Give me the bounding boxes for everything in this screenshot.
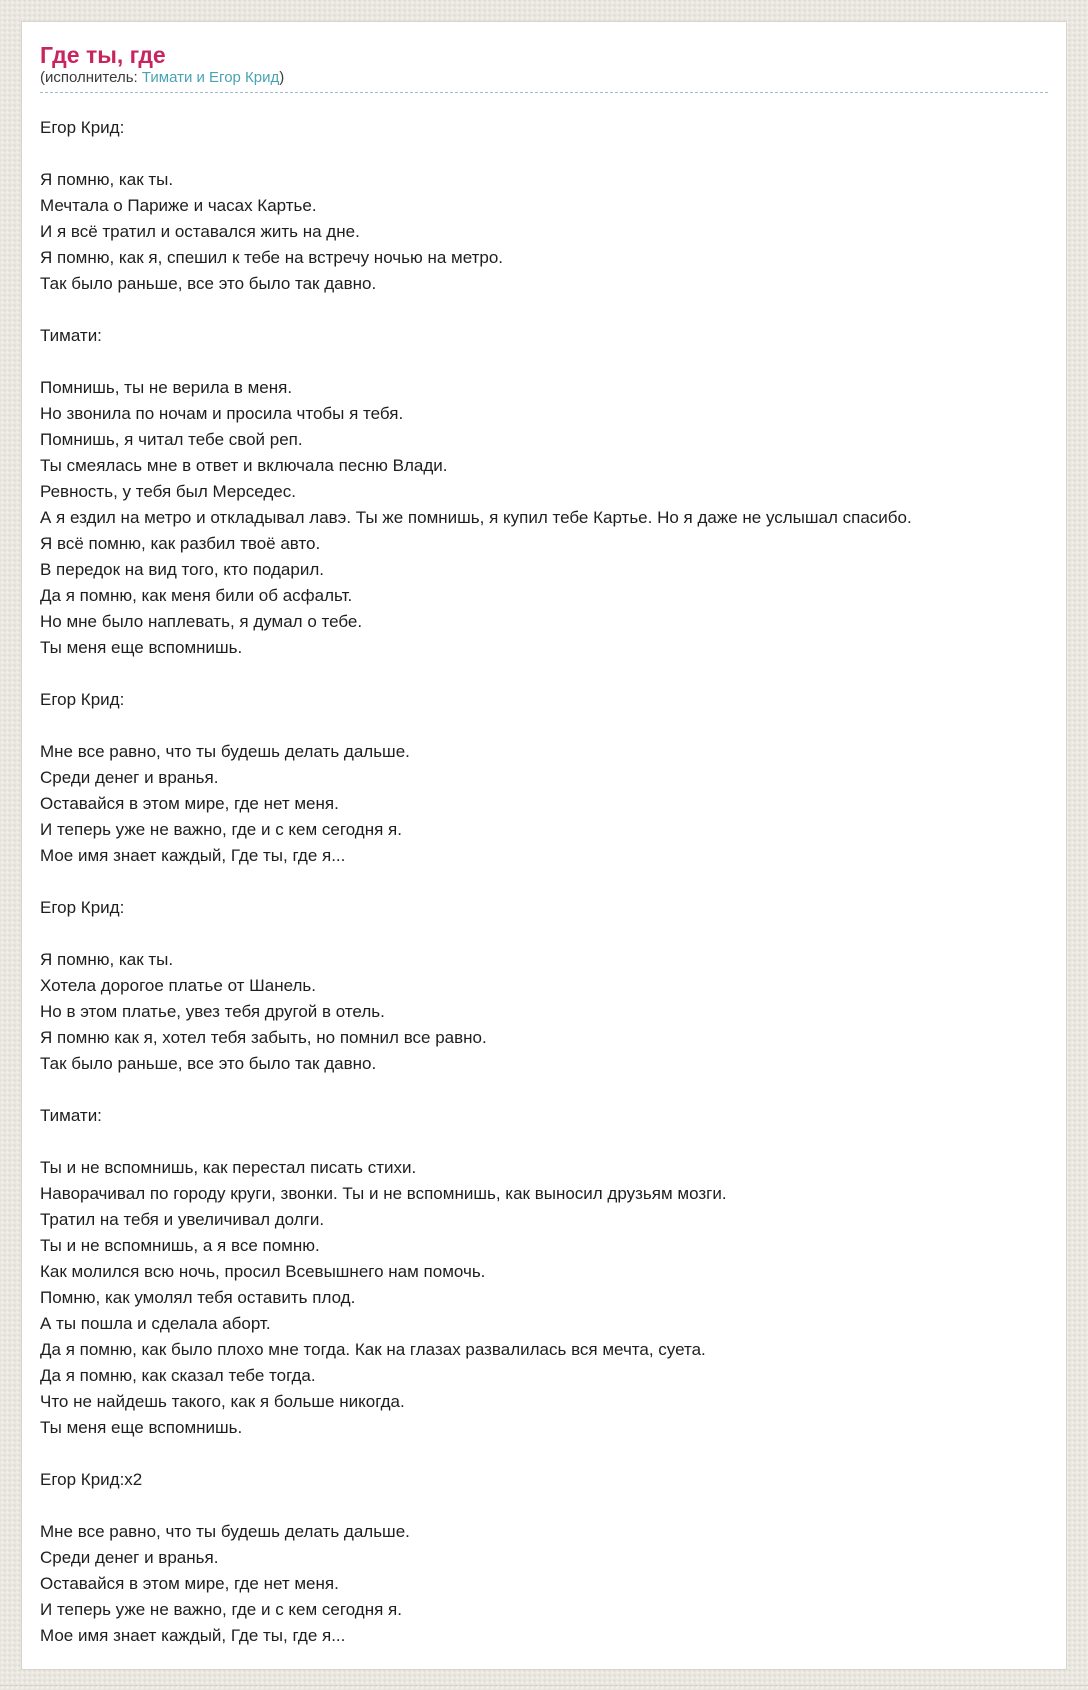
section-header: Егор Крид:x2 — [40, 1470, 143, 1489]
lyric-line: Мне все равно, что ты будешь делать дальше. — [40, 742, 410, 761]
lyric-line: Хотела дорогое платье от Шанель. — [40, 976, 316, 995]
lyric-line: Я помню, как ты. — [40, 950, 174, 969]
lyric-line: Так было раньше, все это было так давно. — [40, 274, 377, 293]
lyric-line: А ты пошла и сделала аборт. — [40, 1314, 271, 1333]
lyric-line: Я всё помню, как разбил твоё авто. — [40, 534, 321, 553]
lyric-line: Мое имя знает каждый, Где ты, где я... — [40, 846, 346, 865]
section-header: Егор Крид: — [40, 118, 125, 137]
lyric-line: Но мне было наплевать, я думал о тебе. — [40, 612, 363, 631]
lyric-line: И я всё тратил и оставался жить на дне. — [40, 222, 360, 241]
lyric-line: В передок на вид того, кто подарил. — [40, 560, 324, 579]
lyric-line: Да я помню, как было плохо мне тогда. Как на глазах развалилась вся мечта, суета. — [40, 1340, 706, 1359]
performer-link[interactable]: Тимати и Егор Крид — [141, 69, 280, 86]
lyric-line: Среди денег и вранья. — [40, 768, 219, 787]
page-bottom-divider — [0, 1685, 1088, 1686]
lyric-line: Так было раньше, все это было так давно. — [40, 1054, 377, 1073]
lyric-line: Мое имя знает каждый, Где ты, где я... — [40, 1626, 346, 1645]
lyric-line: Оставайся в этом мире, где нет меня. — [40, 1574, 339, 1593]
lyric-line: Я помню, как я, спешил к тебе на встречу ночью на метро. — [40, 248, 504, 267]
lyrics-text — [40, 115, 1048, 1649]
lyric-line: Оставайся в этом мире, где нет меня. — [40, 794, 339, 813]
lyrics-section — [40, 1467, 1048, 1649]
lyrics-card — [21, 21, 1067, 1670]
section-header: Егор Крид: — [40, 898, 125, 917]
lyrics-section — [40, 323, 1048, 661]
lyric-line: Мне все равно, что ты будешь делать дальше. — [40, 1522, 410, 1541]
song-header — [40, 42, 1048, 93]
lyric-line: Помню, как умолял тебя оставить плод. — [40, 1288, 356, 1307]
lyric-line: Ты и не вспомнишь, а я все помню. — [40, 1236, 320, 1255]
lyric-line: Что не найдешь такого, как я больше никогда. — [40, 1392, 405, 1411]
lyric-line: Наворачивал по городу круги, звонки. Ты и не вспомнишь, как выносил друзьям мозги. — [40, 1184, 727, 1203]
lyric-line: Да я помню, как сказал тебе тогда. — [40, 1366, 316, 1385]
lyric-line: Я помню, как ты. — [40, 170, 174, 189]
performer-suffix: ) — [279, 69, 285, 86]
section-header: Егор Крид: — [40, 690, 125, 709]
lyric-line: Мечтала о Париже и часах Картье. — [40, 196, 317, 215]
lyrics-section — [40, 1103, 1048, 1441]
lyric-line: Я помню как я, хотел тебя забыть, но помнил все равно. — [40, 1028, 487, 1047]
page-title: Где ты, где — [40, 42, 166, 68]
lyric-line: А я ездил на метро и откладывал лавэ. Ты же помнишь, я купил тебе Картье. Но я даже не услышал спасибо. — [40, 508, 912, 527]
lyric-line: Тратил на тебя и увеличивал долги. — [40, 1210, 325, 1229]
lyric-line: Ты меня еще вспомнишь. — [40, 638, 243, 657]
lyrics-section — [40, 895, 1048, 1077]
lyric-line: Среди денег и вранья. — [40, 1548, 219, 1567]
performer-line — [40, 68, 1048, 87]
section-header: Тимати: — [40, 1106, 102, 1125]
lyric-line: Помнишь, ты не верила в меня. — [40, 378, 293, 397]
lyric-line: Ты меня еще вспомнишь. — [40, 1418, 243, 1437]
lyric-line: Как молился всю ночь, просил Всевышнего нам помочь. — [40, 1262, 486, 1281]
section-header: Тимати: — [40, 326, 102, 345]
lyric-line: Но в этом платье, увез тебя другой в отель. — [40, 1002, 385, 1021]
lyrics-section — [40, 115, 1048, 297]
performer-prefix: (исполнитель: — [40, 69, 142, 86]
lyric-line: И теперь уже не важно, где и с кем сегодня я. — [40, 1600, 402, 1619]
lyric-line: Помнишь, я читал тебе свой реп. — [40, 430, 303, 449]
lyric-line: И теперь уже не важно, где и с кем сегодня я. — [40, 820, 402, 839]
lyric-line: Да я помню, как меня били об асфальт. — [40, 586, 353, 605]
lyric-line: Ты и не вспомнишь, как перестал писать стихи. — [40, 1158, 417, 1177]
lyric-line: Ревность, у тебя был Мерседес. — [40, 482, 296, 501]
lyric-line: Ты смеялась мне в ответ и включала песню Влади. — [40, 456, 448, 475]
lyric-line: Но звонила по ночам и просила чтобы я тебя. — [40, 404, 404, 423]
lyrics-section — [40, 687, 1048, 869]
